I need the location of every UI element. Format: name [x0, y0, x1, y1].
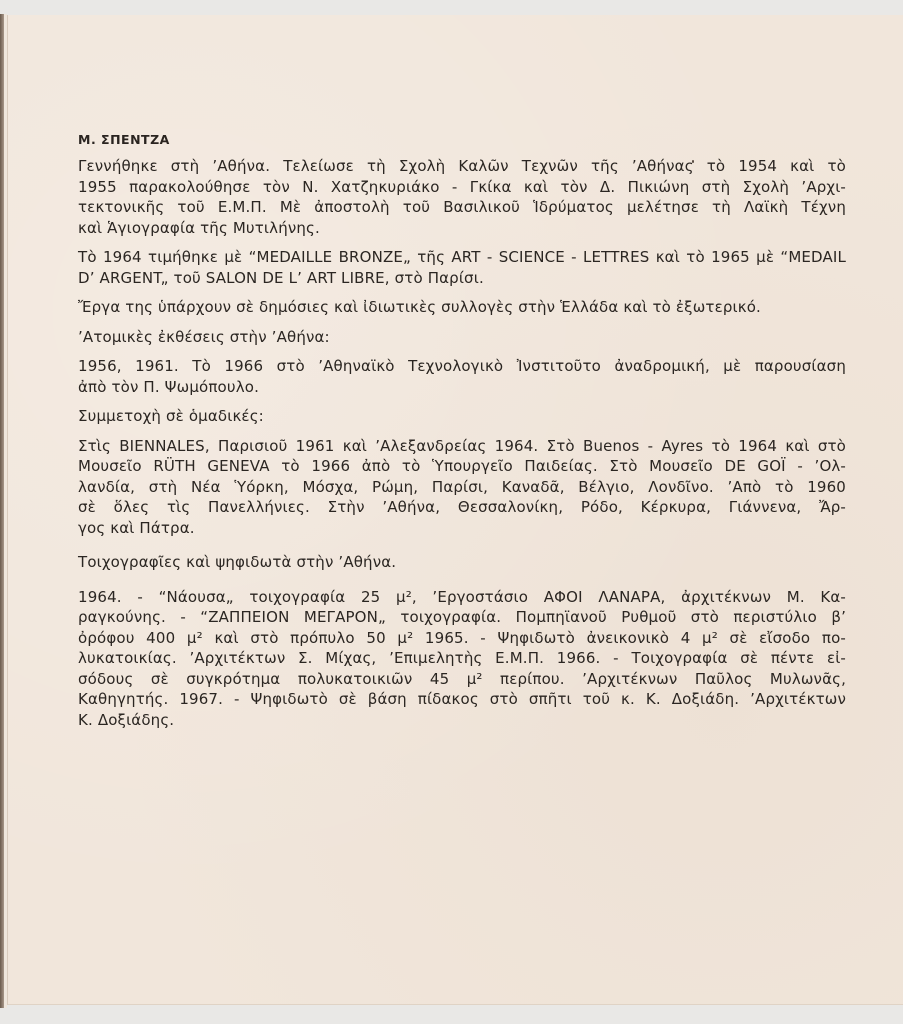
text-line: Γεννήθηκε στὴ ’Αθήνα. Τελείωσε τὴ Σχολὴ Καλῶν Τεχνῶν τῆς ’Αθήνας τὸ 1954 καὶ τὸ	[78, 157, 846, 175]
text-line: τεκτονικῆς τοῦ Ε.Μ.Π. Μὲ ἀποστολὴ τοῦ Βασιλικοῦ Ἱδρύματος μελέτησε τὴ Λαϊκὴ Τέχνη	[78, 198, 846, 216]
group-exhibitions-paragraph	[78, 436, 846, 539]
text-line: σόδους σὲ συγκρότημα πολυκατοικιῶν 45 μ² περίπου. ’Αρχιτέκνων Παῦλος Μυλωνᾶς,	[78, 669, 846, 688]
text-line: 1955 παρακολούθησε τὸν Ν. Χατζηκυριάκο - Γκίκα καὶ τὸν Δ. Πικιώνη στὴ Σχολὴ ’Αρχι-	[78, 177, 846, 196]
text-line: Ἔργα της ὑπάρχουν σὲ δημόσιες καὶ ἰδιωτικὲς συλλογὲς στὴν Ἑλλάδα καὶ τὸ ἐξωτερικό.	[78, 298, 761, 316]
text-line: σὲ ὅλες τὶς Πανελλήνιες. Στὴν ’Αθήνα, Θεσσαλονίκη, Ρόδο, Κέρκυρα, Γιάννενα, Ἄρ-	[78, 498, 846, 516]
group-exhibitions-heading	[78, 406, 846, 427]
text-line: λανδία, στὴ Νέα Ὑόρκη, Μόσχα, Ρώμη, Παρίσι, Καναδᾶ, Βέλγιο, Λονδῖνο. ’Απὸ τὸ 1960	[78, 477, 846, 496]
text-line: Καθηγητής. 1967. - Ψηφιδωτὸ σὲ βάση πίδακος στὸ σπῆτι τοῦ κ. Κ. Δοξιάδη. ’Αρχιτέκτων	[78, 690, 846, 708]
text-line: 1956, 1961. Τὸ 1966 στὸ ’Αθηναϊκὸ Τεχνολογικὸ Ἰνστιτοῦτο ἀναδρομική, μὲ παρουσίαση	[78, 357, 846, 375]
murals-mosaics-paragraph	[78, 587, 846, 731]
murals-mosaics-heading	[78, 552, 846, 573]
text-line: D’ ARGENT„ τοῦ SALON DE L’ ART LIBRE, στὸ Παρίσι.	[78, 268, 484, 287]
text-line: λυκατοικίας. ’Αρχιτέκτων Σ. Μίχας, ’Επιμελητὴς Ε.Μ.Π. 1966. - Τοιχογραφία σὲ πέντε εἰ-	[78, 649, 846, 667]
text-line: ἀπὸ τὸν Π. Ψωμόπουλο.	[78, 377, 259, 396]
text-line: Στὶς BIENNALES, Παρισιοῦ 1961 καὶ ’Αλεξανδρείας 1964. Στὸ Buenos - Ayres τὸ 1964 καὶ στὸ	[78, 436, 846, 455]
text-line: ραγκούνης. - “ΖΑΠΠΕΙΟΝ ΜΕΓΑΡΟΝ„ τοιχογραφία. Πομπηϊανοῦ Ρυθμοῦ στὸ περιστύλιο β’	[78, 608, 846, 626]
solo-exhibitions-paragraph	[78, 356, 846, 397]
text-line: Κ. Δοξιάδης.	[78, 710, 175, 729]
text-line: Μουσεῖο RÜTH GENEVA τὸ 1966 ἀπὸ τὸ Ὑπουργεῖο Παιδείας. Στὸ Μουσεῖο DE GOÏ - ’Ολ-	[78, 457, 846, 475]
text-line: καὶ Ἁγιογραφία τῆς Μυτιλήνης.	[78, 218, 320, 237]
text-line: Συμμετοχὴ σὲ ὁμαδικές:	[78, 407, 264, 425]
artist-name-heading: Μ. ΣΠΕΝΤΖΑ	[78, 132, 170, 147]
collections-paragraph	[78, 297, 846, 318]
text-line: γος καὶ Πάτρα.	[78, 518, 195, 537]
text-line: ὀρόφου 400 μ² καὶ στὸ πρόπυλο 50 μ² 1965. - Ψηφιδωτὸ ἀνεικονικὸ 4 μ² σὲ εἴσοδο πο-	[78, 628, 846, 647]
solo-exhibitions-heading	[78, 327, 846, 348]
biography-paragraph	[78, 156, 846, 238]
awards-paragraph	[78, 247, 846, 288]
document-body	[78, 132, 846, 739]
text-line: Τὸ 1964 τιμήθηκε μὲ “MEDAILLE BRONZE„ τῆς ART - SCIENCE - LETTRES καὶ τὸ 1965 μὲ “MEDAIL	[78, 248, 846, 266]
text-line: Τοιχογραφῖες καὶ ψηφιδωτὰ στὴν ’Αθήνα.	[78, 553, 397, 571]
text-line: 1964. - “Νάουσα„ τοιχογραφία 25 μ², ’Εργοστάσιο ΑΦΟΙ ΛΑΝΑΡΑ, ἀρχιτέκνων Μ. Κα-	[78, 587, 846, 606]
text-line: ’Ατομικὲς ἐκθέσεις στὴν ’Αθήνα:	[78, 327, 330, 346]
